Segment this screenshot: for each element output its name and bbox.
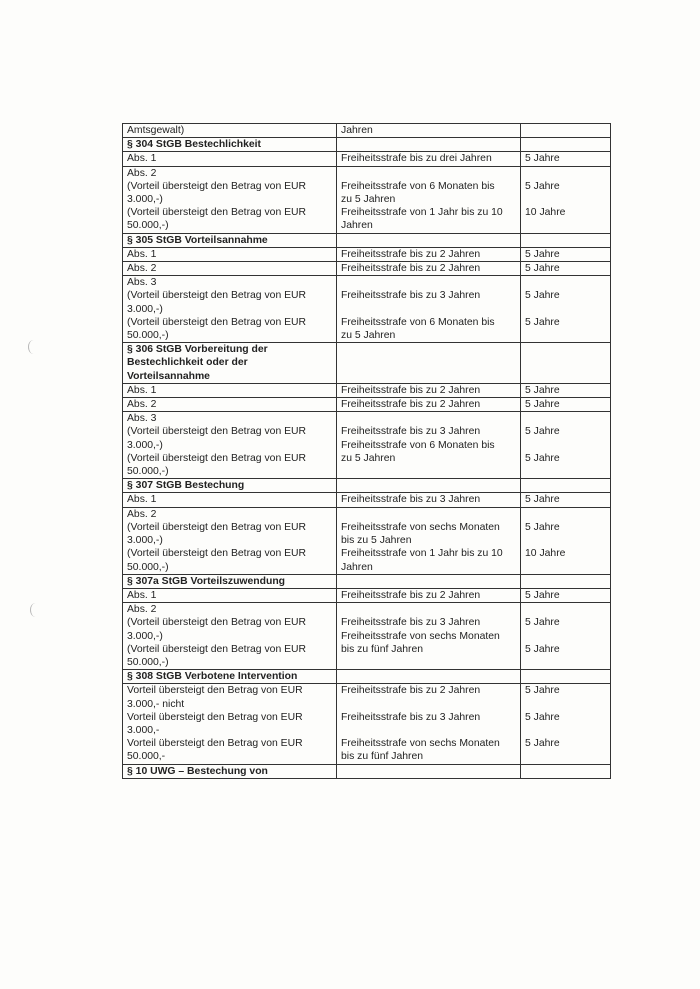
penalty-cell [337, 124, 521, 138]
penalty-cell [337, 262, 521, 276]
empty-cell [521, 574, 611, 588]
empty-cell [337, 764, 521, 778]
limitation-cell-line [525, 193, 606, 206]
empty-cell [521, 670, 611, 684]
offense-cell [123, 124, 337, 138]
penalty-cell-line: Freiheitsstrafe bis zu 2 Jahren [341, 384, 481, 396]
limitation-cell-line: 5 Jahre [525, 153, 560, 165]
penalty-cell [337, 493, 521, 507]
limitation-cell-line [525, 656, 606, 669]
offense-cell-line: (Vorteil übersteigt den Betrag von EUR [127, 452, 307, 464]
offense-cell-line: 3.000,- [127, 724, 160, 736]
table-row [123, 684, 611, 764]
limitation-cell [521, 262, 611, 276]
penalty-cell-line: Freiheitsstrafe von sechs Monaten [341, 521, 500, 533]
offense-cell [123, 383, 337, 397]
offense-cell-line: (Vorteil übersteigt den Betrag von EUR [127, 548, 307, 560]
offense-cell-line: 3.000,-) [127, 535, 163, 547]
penalty-cell-line: Freiheitsstrafe bis zu 2 Jahren [341, 248, 481, 260]
limitation-cell [521, 276, 611, 343]
penalty-cell-line: Freiheitsstrafe von 6 Monaten bis [341, 316, 495, 328]
penalty-cell-line: Freiheitsstrafe von 6 Monaten bis [341, 180, 495, 192]
statute-table [122, 123, 611, 779]
offense-cell-line: Abs. 1 [127, 494, 157, 506]
penalty-cell [337, 276, 521, 343]
section-heading-row [123, 764, 611, 778]
offense-cell [123, 152, 337, 166]
limitation-cell [521, 507, 611, 574]
limitation-cell-line [525, 508, 606, 521]
offense-cell-line: 50.000,-) [127, 466, 169, 478]
penalty-cell-line: Freiheitsstrafe von sechs Monaten [341, 630, 500, 642]
limitation-cell-line: 5 Jahre [525, 248, 560, 260]
offense-cell-line: Vorteil übersteigt den Betrag von EUR [127, 711, 303, 723]
penalty-cell-line: Freiheitsstrafe bis zu 3 Jahren [341, 711, 481, 723]
limitation-cell-line [525, 603, 606, 616]
offense-cell-line: Abs. 3 [127, 277, 157, 289]
limitation-cell [521, 166, 611, 233]
offense-cell-line: Abs. 1 [127, 589, 157, 601]
penalty-cell [337, 383, 521, 397]
table-row [123, 152, 611, 166]
limitation-cell [521, 124, 611, 138]
limitation-cell-line [525, 412, 606, 425]
section-title: § 307a StGB Vorteilszuwendung [123, 574, 337, 588]
penalty-cell-line: Freiheitsstrafe von sechs Monaten [341, 738, 500, 750]
offense-cell [123, 276, 337, 343]
limitation-cell-line: 5 Jahre [525, 426, 560, 438]
offense-cell [123, 507, 337, 574]
offense-cell [123, 262, 337, 276]
limitation-cell-line: 10 Jahre [525, 207, 566, 219]
offense-cell-line: 50.000,-) [127, 330, 169, 342]
offense-cell-line: Abs. 2 [127, 604, 157, 616]
penalty-cell-line [341, 656, 516, 669]
table-row [123, 247, 611, 261]
empty-cell [337, 343, 521, 384]
offense-cell [123, 493, 337, 507]
penalty-cell-line [341, 508, 516, 521]
penalty-cell [337, 152, 521, 166]
table-row [123, 276, 611, 343]
limitation-cell-line: 5 Jahre [525, 685, 560, 697]
punch-hole-mark [28, 340, 39, 354]
limitation-cell-line [525, 439, 606, 452]
limitation-cell-line: 5 Jahre [525, 589, 560, 601]
empty-cell [521, 138, 611, 152]
penalty-cell-line: bis zu fünf Jahren [341, 643, 424, 655]
penalty-cell-line: Jahren [341, 561, 373, 573]
limitation-cell-line [525, 219, 606, 232]
empty-cell [337, 479, 521, 493]
penalty-cell-line [341, 303, 516, 316]
limitation-cell-line [525, 534, 606, 547]
limitation-cell [521, 603, 611, 670]
section-title: § 308 StGB Verbotene Intervention [123, 670, 337, 684]
penalty-cell-line: Freiheitsstrafe bis zu 3 Jahren [341, 494, 481, 506]
penalty-cell-line: Freiheitsstrafe von 1 Jahr bis zu 10 [341, 207, 503, 219]
offense-cell-line: Vorteil übersteigt den Betrag von EUR [127, 685, 303, 697]
limitation-cell [521, 383, 611, 397]
penalty-cell-line: zu 5 Jahren [341, 194, 396, 206]
limitation-cell-line [525, 750, 606, 763]
penalty-cell-line [341, 276, 516, 289]
offense-cell-line: Abs. 2 [127, 508, 157, 520]
penalty-cell [337, 247, 521, 261]
penalty-cell [337, 398, 521, 412]
penalty-cell-line: Jahren [341, 125, 373, 136]
offense-cell [123, 603, 337, 670]
offense-cell-line: Vorteil übersteigt den Betrag von EUR [127, 738, 303, 750]
punch-hole-mark [30, 603, 41, 617]
limitation-cell-line [525, 329, 606, 342]
offense-cell [123, 398, 337, 412]
limitation-cell-line: 5 Jahre [525, 617, 560, 629]
offense-cell-line: (Vorteil übersteigt den Betrag von EUR [127, 207, 307, 219]
statute-table-body [123, 124, 611, 779]
penalty-cell-line [341, 698, 516, 711]
limitation-cell-line: 5 Jahre [525, 384, 560, 396]
limitation-cell [521, 588, 611, 602]
offense-cell-line: Abs. 1 [127, 153, 157, 165]
limitation-cell-line: 5 Jahre [525, 494, 560, 506]
offense-cell-line: 3.000,- nicht [127, 698, 185, 710]
offense-cell-line: 3.000,-) [127, 303, 163, 315]
section-title: § 307 StGB Bestechung [123, 479, 337, 493]
limitation-cell-line: 5 Jahre [525, 399, 560, 411]
offense-cell-line: (Vorteil übersteigt den Betrag von EUR [127, 426, 307, 438]
penalty-cell [337, 507, 521, 574]
limitation-cell [521, 247, 611, 261]
limitation-cell-line: 5 Jahre [525, 263, 560, 275]
penalty-cell-line: Freiheitsstrafe bis zu 2 Jahren [341, 399, 481, 411]
penalty-cell-line [341, 167, 516, 180]
limitation-cell-line [525, 630, 606, 643]
section-heading-row [123, 233, 611, 247]
penalty-cell-line [341, 603, 516, 616]
offense-cell [123, 588, 337, 602]
table-row [123, 262, 611, 276]
penalty-cell [337, 684, 521, 764]
table-row [123, 383, 611, 397]
offense-cell-line: Amtsgewalt) [127, 125, 185, 136]
penalty-cell [337, 166, 521, 233]
offense-cell-line: Abs. 1 [127, 384, 157, 396]
empty-cell [337, 233, 521, 247]
section-title: § 306 StGB Vorbereitung der Bestechlichkeit oder der Vorteilsannahme [123, 343, 337, 384]
limitation-cell [521, 398, 611, 412]
limitation-cell [521, 684, 611, 764]
limitation-cell-line: 5 Jahre [525, 738, 560, 750]
empty-cell [521, 764, 611, 778]
offense-cell-line: (Vorteil übersteigt den Betrag von EUR [127, 180, 307, 192]
offense-cell-line: (Vorteil übersteigt den Betrag von EUR [127, 316, 307, 328]
section-title: § 10 UWG – Bestechung von [123, 764, 337, 778]
table-row [123, 166, 611, 233]
limitation-cell-line [525, 561, 606, 574]
limitation-cell-line [525, 465, 606, 478]
section-heading-row [123, 574, 611, 588]
empty-cell [337, 138, 521, 152]
offense-cell-line: 50.000,-) [127, 220, 169, 232]
empty-cell [521, 233, 611, 247]
penalty-cell-line: zu 5 Jahren [341, 330, 396, 342]
limitation-cell-line [525, 303, 606, 316]
empty-cell [521, 343, 611, 384]
offense-cell-line: 3.000,-) [127, 194, 163, 206]
offense-cell-line: 50.000,-) [127, 561, 169, 573]
limitation-cell-line: 5 Jahre [525, 452, 560, 464]
empty-cell [337, 670, 521, 684]
limitation-cell-line [525, 167, 606, 180]
penalty-cell-line: Jahren [341, 220, 373, 232]
limitation-cell-line: 5 Jahre [525, 290, 560, 302]
offense-cell-line: (Vorteil übersteigt den Betrag von EUR [127, 290, 307, 302]
penalty-cell-line [341, 724, 516, 737]
offense-cell-line: 3.000,-) [127, 439, 163, 451]
table-row [123, 493, 611, 507]
limitation-cell-line [525, 724, 606, 737]
penalty-cell-line [341, 412, 516, 425]
penalty-cell [337, 603, 521, 670]
limitation-cell-line: 10 Jahre [525, 548, 566, 560]
offense-cell-line: 50.000,- [127, 751, 166, 763]
limitation-cell-line: 5 Jahre [525, 711, 560, 723]
penalty-cell-line: bis zu 5 Jahren [341, 535, 412, 547]
offense-cell [123, 166, 337, 233]
offense-cell-line: 3.000,-) [127, 630, 163, 642]
penalty-cell-line: bis zu fünf Jahren [341, 751, 424, 763]
table-row [123, 507, 611, 574]
offense-cell-line: Abs. 3 [127, 413, 157, 425]
limitation-cell-line [525, 276, 606, 289]
table-row [123, 398, 611, 412]
penalty-cell [337, 588, 521, 602]
offense-cell [123, 412, 337, 479]
penalty-cell-line: Freiheitsstrafe bis zu drei Jahren [341, 153, 492, 165]
table-row [123, 603, 611, 670]
limitation-cell-line [525, 698, 606, 711]
offense-cell [123, 247, 337, 261]
offense-cell-line: (Vorteil übersteigt den Betrag von EUR [127, 617, 307, 629]
limitation-cell-line: 5 Jahre [525, 643, 560, 655]
penalty-cell-line: Freiheitsstrafe bis zu 2 Jahren [341, 589, 481, 601]
penalty-cell-line: zu 5 Jahren [341, 452, 396, 464]
penalty-cell-line: Freiheitsstrafe bis zu 2 Jahren [341, 263, 481, 275]
table-row [123, 588, 611, 602]
table-row [123, 412, 611, 479]
offense-cell-line: Abs. 2 [127, 167, 157, 179]
offense-cell-line: Abs. 2 [127, 263, 157, 275]
limitation-cell [521, 152, 611, 166]
offense-cell-line: Abs. 2 [127, 399, 157, 411]
limitation-cell [521, 412, 611, 479]
section-title: § 305 StGB Vorteilsannahme [123, 233, 337, 247]
penalty-cell [337, 412, 521, 479]
offense-cell-line: Abs. 1 [127, 248, 157, 260]
section-heading-row [123, 343, 611, 384]
offense-cell-line: 50.000,-) [127, 656, 169, 668]
penalty-cell-line: Freiheitsstrafe bis zu 2 Jahren [341, 685, 481, 697]
offense-cell-line: (Vorteil übersteigt den Betrag von EUR [127, 643, 307, 655]
section-heading-row [123, 479, 611, 493]
penalty-cell-line: Freiheitsstrafe bis zu 3 Jahren [341, 617, 481, 629]
section-heading-row [123, 670, 611, 684]
penalty-cell-line: Freiheitsstrafe von 6 Monaten bis [341, 439, 495, 451]
offense-cell-line: (Vorteil übersteigt den Betrag von EUR [127, 521, 307, 533]
section-title: § 304 StGB Bestechlichkeit [123, 138, 337, 152]
limitation-cell-line [525, 124, 606, 137]
empty-cell [521, 479, 611, 493]
offense-cell [123, 684, 337, 764]
penalty-cell-line: Freiheitsstrafe bis zu 3 Jahren [341, 290, 481, 302]
penalty-cell-line [341, 465, 516, 478]
empty-cell [337, 574, 521, 588]
penalty-cell-line: Freiheitsstrafe bis zu 3 Jahren [341, 426, 481, 438]
limitation-cell-line: 5 Jahre [525, 180, 560, 192]
limitation-cell-line: 5 Jahre [525, 316, 560, 328]
section-heading-row [123, 138, 611, 152]
penalty-cell-line: Freiheitsstrafe von 1 Jahr bis zu 10 [341, 548, 503, 560]
table-row [123, 124, 611, 138]
limitation-cell-line: 5 Jahre [525, 521, 560, 533]
limitation-cell [521, 493, 611, 507]
